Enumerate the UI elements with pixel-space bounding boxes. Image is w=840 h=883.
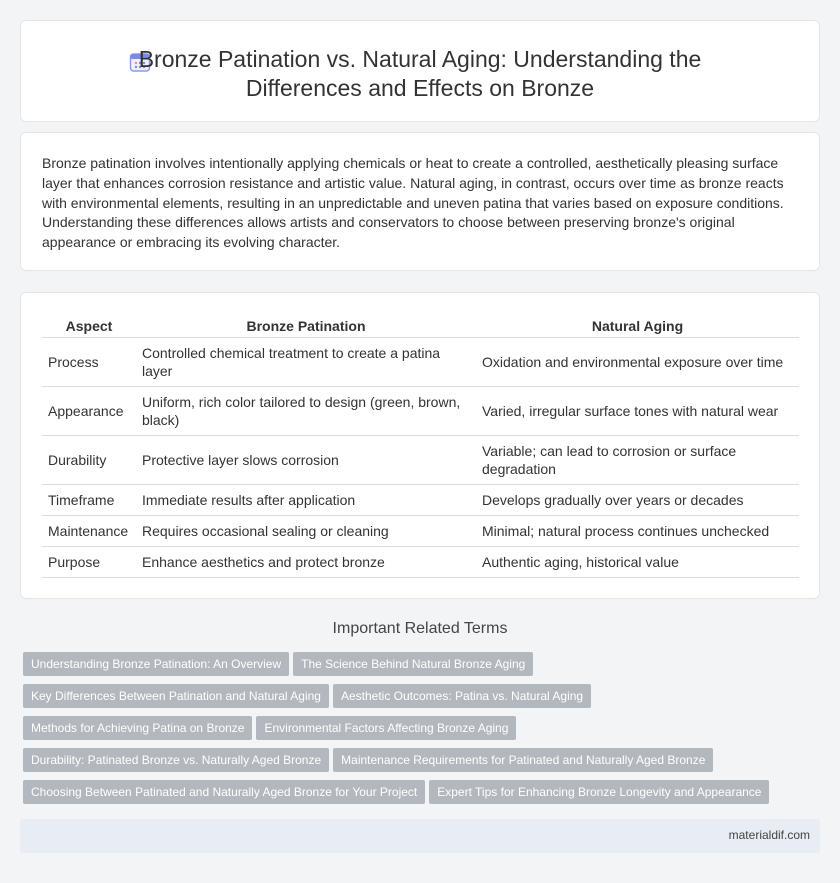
related-term-tag[interactable]: Environmental Factors Affecting Bronze Aging — [256, 716, 516, 740]
table-row — [42, 546, 799, 577]
intro-card — [20, 132, 820, 271]
row-aspect: Process — [42, 337, 136, 386]
row-natural: Oxidation and environmental exposure over time — [476, 337, 799, 386]
row-patination: Uniform, rich color tailored to design (green, brown, black) — [136, 386, 476, 435]
row-aspect: Durability — [42, 435, 136, 484]
related-terms-heading: Important Related Terms — [332, 620, 508, 637]
row-aspect: Timeframe — [42, 484, 136, 515]
footer-bar — [20, 819, 820, 853]
table-row — [42, 337, 799, 386]
page-title: Bronze Patination vs. Natural Aging: Understanding the Differences and Effects on Bronze — [138, 46, 702, 101]
footer-site-link[interactable]: materialdif.com — [728, 828, 810, 842]
row-natural: Develops gradually over years or decades — [476, 484, 799, 515]
table-row — [42, 484, 799, 515]
row-aspect: Maintenance — [42, 515, 136, 546]
related-term-tag[interactable]: Durability: Patinated Bronze vs. Naturally Aged Bronze — [23, 748, 329, 772]
related-term-tag[interactable]: The Science Behind Natural Bronze Aging — [293, 652, 533, 676]
table-header-row — [42, 313, 799, 337]
row-natural: Minimal; natural process continues unchecked — [476, 515, 799, 546]
comparison-card — [20, 292, 820, 599]
table-row — [42, 386, 799, 435]
table-row — [42, 435, 799, 484]
intro-paragraph: Bronze patination involves intentionally applying chemicals or heat to create a controlled, aesthetically pleasing surface layer that enhances corrosion resistance and artistic value. Natural aging, in contrast, occurs over time as bronze reacts with environmental elements, resulting in an unpredictable and uneven patina that varies based on exposure conditions. Understanding these differences allows artists and conservators to choose between preserving bronze's original appearance or embracing its evolving character. — [42, 155, 784, 251]
related-terms-list — [23, 652, 813, 812]
header-aspect: Aspect — [42, 313, 136, 337]
header-bronze-patination: Bronze Patination — [136, 313, 476, 337]
related-term-tag[interactable]: Understanding Bronze Patination: An Overview — [23, 652, 289, 676]
title-card — [20, 20, 820, 122]
comparison-table — [42, 313, 799, 578]
row-natural: Varied, irregular surface tones with natural wear — [476, 386, 799, 435]
related-term-tag[interactable]: Key Differences Between Patination and Natural Aging — [23, 684, 329, 708]
row-patination: Protective layer slows corrosion — [136, 435, 476, 484]
row-aspect: Purpose — [42, 546, 136, 577]
header-natural-aging: Natural Aging — [476, 313, 799, 337]
related-term-tag[interactable]: Expert Tips for Enhancing Bronze Longevity and Appearance — [429, 780, 769, 804]
related-term-tag[interactable]: Methods for Achieving Patina on Bronze — [23, 716, 252, 740]
row-patination: Controlled chemical treatment to create a patina layer — [136, 337, 476, 386]
related-term-tag[interactable]: Maintenance Requirements for Patinated and Naturally Aged Bronze — [333, 748, 713, 772]
row-natural: Variable; can lead to corrosion or surface degradation — [476, 435, 799, 484]
row-patination: Enhance aesthetics and protect bronze — [136, 546, 476, 577]
related-term-tag[interactable]: Aesthetic Outcomes: Patina vs. Natural Aging — [333, 684, 591, 708]
row-natural: Authentic aging, historical value — [476, 546, 799, 577]
row-patination: Requires occasional sealing or cleaning — [136, 515, 476, 546]
related-term-tag[interactable]: Choosing Between Patinated and Naturally Aged Bronze for Your Project — [23, 780, 425, 804]
row-patination: Immediate results after application — [136, 484, 476, 515]
row-aspect: Appearance — [42, 386, 136, 435]
table-row — [42, 515, 799, 546]
